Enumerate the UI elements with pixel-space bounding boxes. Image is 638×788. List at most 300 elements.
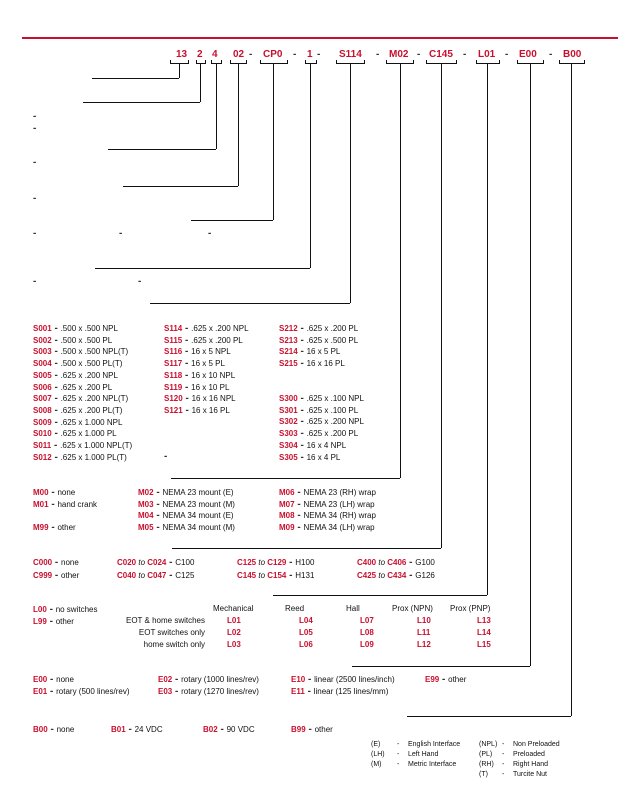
coupling-code: C125 (237, 558, 257, 567)
item-text: .625 x 1.000 PL (60, 429, 117, 439)
leader-line-v (530, 64, 531, 666)
limit-code-l03: L03 (227, 640, 241, 649)
item-text: rotary (500 lines/rev) (56, 687, 130, 696)
legend-text: Preloaded (513, 751, 545, 758)
carriage-length-item: - (33, 157, 37, 168)
leader-line-h (123, 186, 238, 187)
limit-code-l07: L07 (360, 616, 374, 625)
item-text: .625 x .100 PL (306, 405, 359, 415)
item-dash: - (182, 358, 192, 370)
coupling-code: C406 (387, 558, 407, 567)
legend-text: Left Hand (408, 751, 439, 758)
screw-item-s302 (279, 416, 364, 427)
item-code: L00 (33, 605, 47, 614)
code-part-6: S114 (339, 49, 362, 60)
item-dash: - (46, 604, 56, 615)
screw-item-s213 (279, 335, 358, 346)
coupling-to: to (256, 558, 268, 567)
coupling-code: C425 (357, 571, 377, 580)
item-code: S117 (164, 359, 183, 369)
coupling-code: C999 (33, 571, 53, 580)
screw-item-s118 (164, 370, 235, 381)
item-dash: - (47, 724, 57, 735)
item-text: NEMA 34 (RH) wrap (303, 511, 376, 520)
motor-item-m08 (279, 510, 376, 521)
item-text: other (57, 522, 76, 532)
item-text: .500 x .500 PL(T) (60, 359, 123, 369)
motor-item-m99 (33, 522, 76, 533)
coupling-item-c400 (357, 557, 435, 568)
item-dash: - (46, 616, 56, 627)
coupling-code: C400 (357, 558, 377, 567)
item-dash: - (51, 358, 61, 370)
legend-dash: - (397, 751, 400, 758)
cover-plate-item-cp1: - (119, 228, 123, 239)
legend-dash: - (502, 741, 505, 748)
limit-col-header: Mechanical (213, 604, 254, 613)
item-code: S118 (164, 370, 183, 380)
coupling-dash: - (52, 557, 62, 568)
leader-line-h (172, 548, 441, 549)
item-text: .625 x .200 PL (60, 382, 113, 392)
item-text: 16 x 5 PL (306, 347, 341, 357)
item-text: 16 x 16 PL (191, 405, 230, 415)
limit-col-header: Reed (285, 604, 305, 613)
item-dash: - (51, 323, 61, 334)
coupling-text: none (61, 558, 79, 567)
leader-line-v (205, 60, 206, 64)
leader-line-h (95, 268, 310, 269)
code-part-0: 13 (176, 49, 188, 60)
code-sep-7: - (417, 49, 421, 60)
coupling-to: to (256, 571, 268, 580)
coupling-to: to (376, 571, 388, 580)
legend-dash: - (397, 761, 400, 768)
screw-item-s120 (164, 393, 236, 404)
item-text: NEMA 23 mount (E) (162, 488, 234, 497)
item-code: S009 (33, 417, 52, 427)
coupling-code: C154 (267, 571, 287, 580)
item-text: .625 x .200 NPL (191, 324, 249, 333)
item-dash: - (51, 440, 61, 451)
screw-item-s121 (164, 405, 230, 416)
item-code: B02 (203, 725, 218, 734)
encoder-item-e11 (291, 686, 388, 697)
leader-line-v (584, 60, 585, 64)
leader-line-h (108, 149, 216, 150)
coupling-code: C000 (33, 558, 53, 567)
limit-code-l08: L08 (360, 628, 374, 637)
item-text: NEMA 34 (LH) wrap (303, 522, 375, 532)
item-code: S300 (279, 394, 298, 403)
leader-line-h (83, 102, 200, 103)
item-text: .625 x .200 NPL (60, 370, 118, 380)
leader-line-v (200, 64, 201, 102)
code-sep-9: - (505, 49, 509, 60)
limit-row-label: EOT switches only (138, 628, 205, 637)
leader-line-v (273, 64, 274, 220)
code-sep-5: - (317, 49, 321, 60)
leader-line-v (316, 60, 317, 64)
item-text: 16 x 4 PL (306, 452, 341, 462)
item-text: other (55, 617, 74, 626)
item-dash: - (48, 498, 58, 510)
screw-item-s999: - (164, 451, 168, 462)
item-dash: - (51, 404, 61, 416)
code-part-8: C145 (429, 49, 453, 60)
item-text: 16 x 16 PL (306, 359, 345, 369)
coupling-dash: - (406, 557, 416, 568)
item-code: E99 (425, 675, 440, 684)
limit-code-l13: L13 (477, 616, 491, 625)
leader-line-v (188, 60, 189, 64)
item-dash: - (439, 674, 449, 685)
limit-code-l11: L11 (417, 628, 431, 637)
item-text: .625 x .200 PL (306, 429, 359, 439)
item-code: S008 (33, 405, 52, 415)
leader-line-v (221, 60, 222, 64)
legend-text: Non Preloaded (513, 741, 560, 748)
item-text: other (448, 675, 467, 684)
legend-dash: - (397, 741, 400, 748)
screw-item-s009 (33, 417, 122, 428)
legend-dash: - (502, 761, 505, 768)
item-text: 16 x 10 PL (191, 382, 230, 392)
legend-abbr: (NPL) (479, 741, 498, 748)
item-dash: - (51, 369, 61, 381)
item-code: S115 (164, 335, 183, 345)
legend-text: Turcite Nut (513, 771, 547, 778)
item-code: B99 (291, 725, 306, 734)
coupling-code: C434 (387, 571, 407, 580)
item-code: E01 (33, 687, 48, 696)
encoder-item-e00 (33, 674, 74, 685)
screw-item-s304 (279, 440, 346, 451)
item-dash: - (51, 416, 61, 428)
limit-item-l99 (33, 616, 74, 627)
code-sep-8: - (463, 49, 467, 60)
coupling-code: C129 (267, 558, 287, 567)
coupling-code: C024 (147, 558, 167, 567)
limit-row-label: EOT & home switches (126, 616, 205, 625)
coupling-item-c999 (33, 570, 79, 581)
item-dash: - (297, 346, 307, 358)
legend-abbr: (M) (371, 761, 382, 768)
screw-item-s008 (33, 405, 122, 416)
screw-item-s116 (164, 346, 231, 357)
item-code: L99 (33, 617, 47, 626)
item-text: 16 x 10 NPL (191, 370, 236, 380)
item-code: S011 (33, 441, 52, 450)
leader-line-v (476, 60, 477, 64)
coupling-text: C100 (175, 558, 195, 567)
item-text: .625 x 1.000 NPL (60, 417, 123, 427)
item-code: E10 (291, 675, 306, 684)
item-code: M05 (138, 522, 154, 532)
item-code: E02 (158, 675, 173, 684)
leader-line-v (364, 60, 365, 64)
limit-code-l02: L02 (227, 628, 241, 637)
screw-item-s001 (33, 323, 118, 334)
screw-item-s305 (279, 452, 340, 463)
item-code: S304 (279, 440, 298, 450)
item-code: M03 (138, 499, 154, 509)
item-text: NEMA 34 mount (E) (162, 511, 234, 520)
item-dash: - (153, 487, 163, 498)
leader-line-v (559, 60, 560, 64)
leader-line-h (171, 478, 400, 479)
item-code: S012 (33, 452, 52, 462)
motor-item-m05 (138, 522, 235, 533)
motor-item-m07 (279, 499, 375, 510)
leader-line-v (487, 64, 488, 595)
item-dash: - (297, 416, 307, 428)
screw-item-s119 (164, 382, 229, 393)
screw-item-s004 (33, 358, 122, 369)
item-text: .625 x .200 NPL(T) (60, 394, 129, 404)
motor-item-m02 (138, 487, 234, 498)
item-dash: - (172, 674, 182, 685)
coupling-item-c040 (117, 570, 194, 581)
cover-plate-item-cp2: - (208, 228, 212, 239)
item-text: .500 x .500 PL (60, 335, 113, 345)
item-text: .500 x .500 NPL(T) (60, 347, 129, 357)
item-text: linear (125 lines/mm) (313, 687, 389, 696)
motor-item-m00 (33, 487, 75, 498)
coupling-text: H131 (295, 571, 315, 580)
limit-code-l14: L14 (477, 628, 491, 637)
item-dash: - (51, 346, 61, 358)
item-dash: - (153, 521, 163, 533)
leader-line-v (350, 64, 351, 303)
code-part-1: 2 (197, 49, 203, 60)
leader-line-v (336, 60, 337, 64)
coupling-code: C020 (117, 558, 137, 567)
item-code: B01 (111, 725, 126, 734)
item-code: S005 (33, 370, 52, 380)
screw-item-s115 (164, 335, 243, 346)
screw-item-s005 (33, 370, 118, 381)
code-part-11: B00 (563, 49, 582, 60)
carriage-inserts-item-1: - (33, 276, 37, 287)
item-dash: - (51, 428, 61, 440)
motor-item-m09 (279, 522, 375, 533)
item-dash: - (305, 674, 315, 685)
item-text: hand crank (57, 499, 98, 509)
item-code: S214 (279, 347, 298, 357)
item-code: E11 (291, 687, 305, 696)
code-part-10: E00 (519, 49, 537, 60)
screw-item-s012 (33, 452, 127, 463)
item-code: E03 (158, 687, 173, 696)
brake-item-b02 (203, 724, 255, 735)
item-text: 16 x 5 NPL (191, 347, 231, 357)
item-text: none (56, 725, 75, 734)
item-dash: - (182, 323, 192, 334)
motor-item-m06 (279, 487, 376, 498)
leader-line-v (543, 60, 544, 64)
coupling-text: G126 (415, 571, 435, 580)
item-code: S215 (279, 359, 298, 369)
coupling-dash: - (166, 570, 176, 581)
item-text: .625 x .500 PL (306, 335, 359, 345)
item-dash: - (182, 369, 192, 381)
code-sep-3: - (249, 49, 253, 60)
limit-col-header: Prox (PNP) (450, 604, 491, 613)
coupling-item-c020 (117, 557, 194, 568)
item-code: S001 (33, 324, 52, 333)
screw-item-s215 (279, 358, 345, 369)
legend-dash: - (502, 771, 505, 778)
item-code: M00 (33, 488, 49, 497)
leader-line-h (92, 78, 179, 79)
item-code: S212 (279, 324, 298, 333)
item-dash: - (182, 393, 192, 405)
code-part-9: L01 (478, 49, 496, 60)
leader-line-v (571, 64, 572, 716)
item-text: 90 VDC (226, 725, 255, 734)
item-text: .625 x 1.000 NPL(T) (60, 441, 133, 450)
legend-text: English Interface (408, 741, 461, 748)
legend-abbr: (RH) (479, 761, 494, 768)
bearings-item-2: - (33, 123, 37, 134)
leader-line-v (196, 60, 197, 64)
item-code: M08 (279, 511, 295, 520)
limit-col-header: Hall (346, 604, 360, 613)
item-code: S004 (33, 359, 52, 369)
screw-item-s301 (279, 405, 358, 416)
limit-code-l05: L05 (299, 628, 313, 637)
item-dash: - (294, 521, 304, 533)
leader-line-v (499, 60, 500, 64)
limit-code-l06: L06 (299, 640, 313, 649)
screw-item-s114 (164, 323, 249, 334)
item-dash: - (182, 404, 192, 416)
item-text: .625 x 1.000 PL(T) (60, 452, 127, 462)
item-dash: - (182, 381, 192, 393)
item-code: S002 (33, 335, 52, 345)
screw-item-s300 (279, 393, 364, 404)
item-dash: - (297, 451, 307, 463)
item-dash: - (294, 510, 304, 521)
travel-length-item: - (33, 193, 37, 204)
limit-item-l00 (33, 604, 97, 615)
item-code: M07 (279, 499, 295, 509)
leader-line-v (517, 60, 518, 64)
limit-col-header: Prox (NPN) (392, 604, 433, 613)
item-text: 24 VDC (134, 725, 163, 734)
code-part-2: 4 (212, 49, 218, 60)
item-code: S114 (164, 324, 183, 333)
screw-item-s002 (33, 335, 112, 346)
item-code: S120 (164, 394, 183, 404)
item-text: NEMA 23 (RH) wrap (303, 488, 376, 497)
limit-code-l04: L04 (299, 616, 313, 625)
item-text: linear (2500 lines/inch) (314, 675, 395, 684)
item-text: .625 x .200 PL(T) (60, 405, 123, 415)
item-dash: - (297, 428, 307, 440)
item-dash: - (182, 334, 192, 346)
item-text: .625 x .200 PL (306, 324, 359, 333)
item-code: S302 (279, 417, 298, 427)
coupling-text: H100 (295, 558, 315, 567)
coupling-to: to (136, 571, 148, 580)
item-code: M06 (279, 488, 295, 497)
item-code: S303 (279, 429, 298, 439)
legend-abbr: (PL) (479, 751, 493, 758)
motor-item-m04 (138, 510, 234, 521)
coupling-text: G100 (415, 558, 435, 567)
item-dash: - (48, 487, 58, 498)
motor-item-m03 (138, 499, 235, 510)
brake-item-b99 (291, 724, 333, 735)
leader-line-v (386, 60, 387, 64)
coupling-text: other (61, 571, 80, 580)
limit-code-l12: L12 (417, 640, 431, 649)
coupling-item-c425 (357, 570, 435, 581)
screw-item-s007 (33, 393, 128, 404)
item-code: M01 (33, 499, 49, 509)
item-dash: - (51, 381, 61, 393)
leader-line-v (413, 60, 414, 64)
item-dash: - (47, 674, 57, 685)
leader-line-v (170, 60, 171, 64)
screw-item-s303 (279, 428, 358, 439)
leader-line-v (310, 64, 311, 268)
item-dash: - (51, 451, 61, 463)
coupling-dash: - (166, 557, 176, 568)
item-dash: - (125, 724, 135, 735)
code-sep-4: - (293, 49, 297, 60)
legend-abbr: (LH) (371, 751, 385, 758)
leader-line-v (441, 64, 442, 548)
coupling-dash: - (406, 570, 416, 581)
coupling-code: C040 (117, 571, 137, 580)
coupling-item-c125 (237, 557, 314, 568)
item-dash: - (182, 346, 192, 358)
item-code: M99 (33, 522, 49, 532)
limit-code-l15: L15 (477, 640, 491, 649)
item-dash: - (51, 393, 61, 405)
cover-plate-item-cp0: - (33, 228, 37, 239)
item-text: 16 x 16 NPL (191, 394, 236, 404)
coupling-dash: - (286, 570, 296, 581)
legend-dash: - (502, 751, 505, 758)
item-dash: - (297, 404, 307, 416)
legend-abbr: (T) (479, 771, 488, 778)
encoder-item-e10 (291, 674, 395, 685)
screw-item-s212 (279, 323, 358, 334)
item-dash: - (297, 439, 307, 451)
coupling-to: to (376, 558, 388, 567)
item-text: rotary (1270 lines/rev) (181, 687, 259, 696)
item-code: S301 (279, 405, 298, 415)
coupling-to: to (136, 558, 148, 567)
brake-item-b01 (111, 724, 163, 735)
screw-item-s117 (164, 358, 225, 369)
item-code: B00 (33, 725, 48, 734)
item-code: M04 (138, 511, 154, 520)
item-dash: - (297, 358, 307, 370)
leader-line-h (191, 220, 273, 221)
item-code: M02 (138, 488, 154, 497)
leader-line-v (230, 60, 231, 64)
item-dash: - (294, 498, 304, 510)
motor-item-m01 (33, 499, 97, 510)
item-dash: - (297, 334, 307, 346)
item-code: M09 (279, 522, 295, 532)
item-text: other (314, 725, 333, 734)
